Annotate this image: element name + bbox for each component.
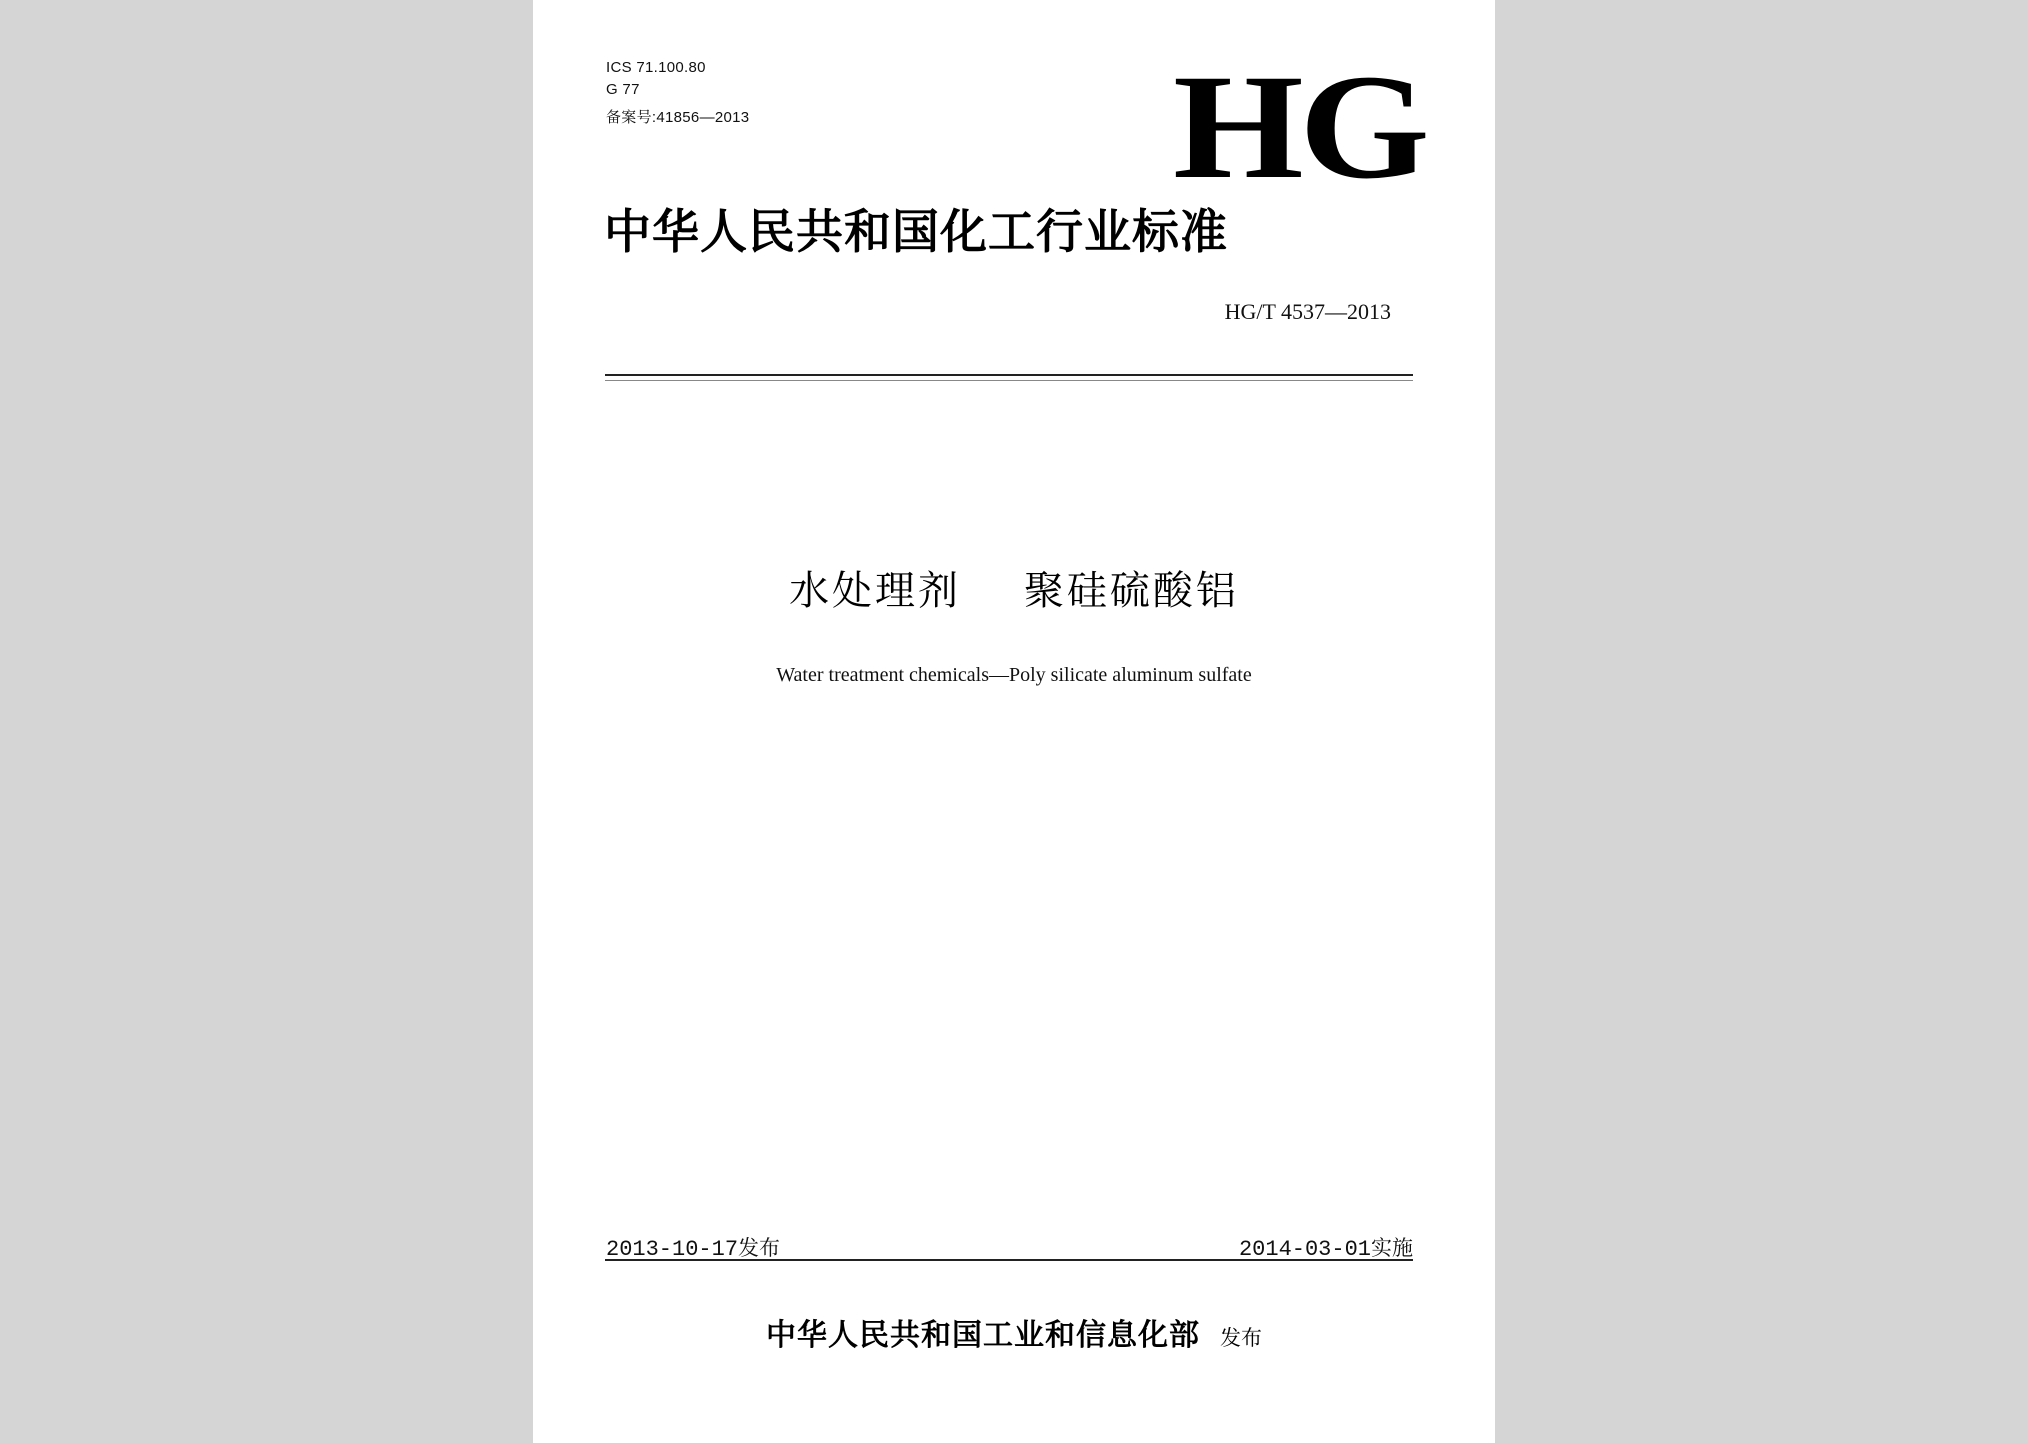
header-divider <box>605 374 1413 376</box>
header-divider-thin <box>605 380 1413 381</box>
issuer-name: 中华人民共和国工业和信息化部 <box>766 1318 1200 1353</box>
document-page <box>533 0 1495 1443</box>
title-chinese: 水处理剂 聚硅硫酸铝 <box>789 568 1239 614</box>
ccs-code: G 77 <box>606 81 640 98</box>
authority-title: 中华人民共和国化工行业标准 <box>604 205 1228 260</box>
footer-divider <box>605 1259 1413 1261</box>
issuer-line <box>533 1310 1495 1354</box>
implement-date: 2014-03-01 <box>1238 1237 1371 1262</box>
issue-date-line <box>606 1232 780 1262</box>
issue-label: 发布 <box>738 1236 781 1260</box>
implement-date-line <box>1239 1232 1413 1262</box>
issuer-suffix: 发布 <box>1220 1326 1262 1350</box>
standard-code: HG/T 4537—2013 <box>1224 299 1391 324</box>
title-english: Water treatment chemicals—Poly silicate aluminum sulfate <box>776 664 1252 686</box>
record-number: 备案号:41856—2013 <box>606 109 750 126</box>
issue-date: 2013-10-17 <box>606 1237 739 1262</box>
ics-code: ICS 71.100.80 <box>606 59 706 76</box>
implement-label: 实施 <box>1371 1236 1413 1260</box>
hg-logo: HG <box>1173 44 1426 210</box>
